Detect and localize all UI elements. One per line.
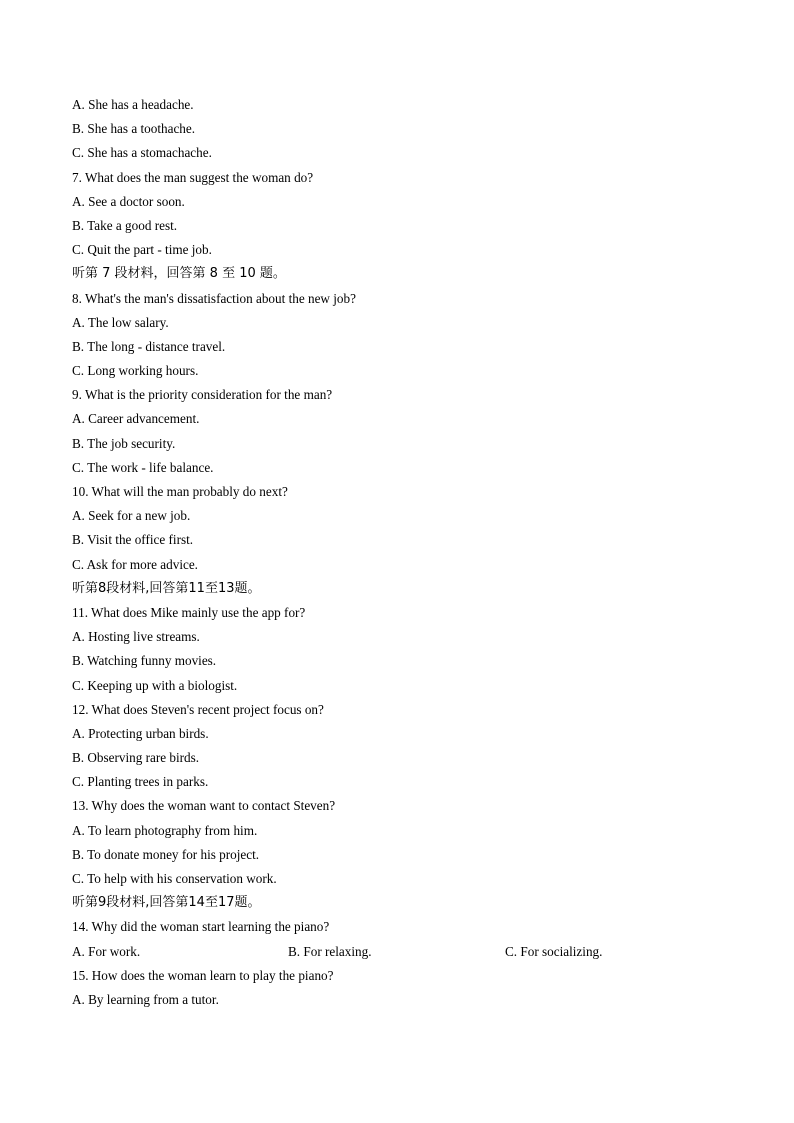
q11-question: 11. What does Mike mainly use the app for?: [72, 604, 306, 620]
q7-question: 7. What does the man suggest the woman do?: [72, 169, 314, 185]
q14-option-c: C. For socializing.: [505, 943, 603, 959]
section-9-instruction: 听第9段材料,回答第14至17题。: [72, 895, 261, 911]
q14-question: 14. Why did the woman start learning the piano?: [72, 919, 330, 935]
q8-question: 8. What's the man's dissatisfaction about the new job?: [72, 290, 356, 306]
q10-option-c: C. Ask for more advice.: [72, 556, 198, 572]
q9-option-a: A. Career advancement.: [72, 411, 200, 427]
q8-option-a: A. The low salary.: [72, 314, 169, 330]
q13-question: 13. Why does the woman want to contact Steven?: [72, 798, 336, 814]
q9-option-c: C. The work - life balance.: [72, 459, 214, 475]
q14-options-row: [72, 940, 752, 964]
q12-option-a: A. Protecting urban birds.: [72, 725, 209, 741]
q8-option-b: B. The long - distance travel.: [72, 338, 226, 354]
q15-question: 15. How does the woman learn to play the piano?: [72, 967, 334, 983]
q11-option-a: A. Hosting live streams.: [72, 629, 200, 645]
q9-option-b: B. The job security.: [72, 435, 176, 451]
q12-option-b: B. Observing rare birds.: [72, 750, 200, 766]
q6-option-b: B. She has a toothache.: [72, 121, 196, 137]
q15-option-a: A. By learning from a tutor.: [72, 991, 219, 1007]
q11-option-c: C. Keeping up with a biologist.: [72, 677, 238, 693]
q7-option-b: B. Take a good rest.: [72, 217, 178, 233]
exam-page: [72, 93, 752, 1012]
q10-question: 10. What will the man probably do next?: [72, 484, 288, 499]
q10-option-b: B. Visit the office first.: [72, 532, 194, 548]
q9-question: 9. What is the priority consideration for the man?: [72, 387, 333, 403]
q13-option-b: B. To donate money for his project.: [72, 846, 260, 862]
q6-option-a: A. She has a headache.: [72, 97, 194, 112]
q7-option-c: C. Quit the part - time job.: [72, 242, 212, 258]
q12-question: 12. What does Steven's recent project focus on?: [72, 701, 324, 717]
q7-option-a: A. See a doctor soon.: [72, 193, 185, 209]
section-8-instruction: 听第8段材料,回答第11至13题。: [72, 580, 261, 596]
q6-option-c: C. She has a stomachache.: [72, 145, 212, 161]
q13-option-c: C. To help with his conservation work.: [72, 871, 277, 886]
section-7-instruction: 听第 7 段材料，回答第 8 至 10 题。: [72, 266, 286, 282]
q13-option-a: A. To learn photography from him.: [72, 822, 258, 838]
q11-option-b: B. Watching funny movies.: [72, 653, 217, 669]
q14-option-b: B. For relaxing.: [288, 943, 372, 959]
q12-option-c: C. Planting trees in parks.: [72, 774, 209, 790]
q14-option-a: A. For work.: [72, 943, 141, 959]
q10-option-a: A. Seek for a new job.: [72, 508, 191, 524]
q8-option-c: C. Long working hours.: [72, 363, 199, 379]
